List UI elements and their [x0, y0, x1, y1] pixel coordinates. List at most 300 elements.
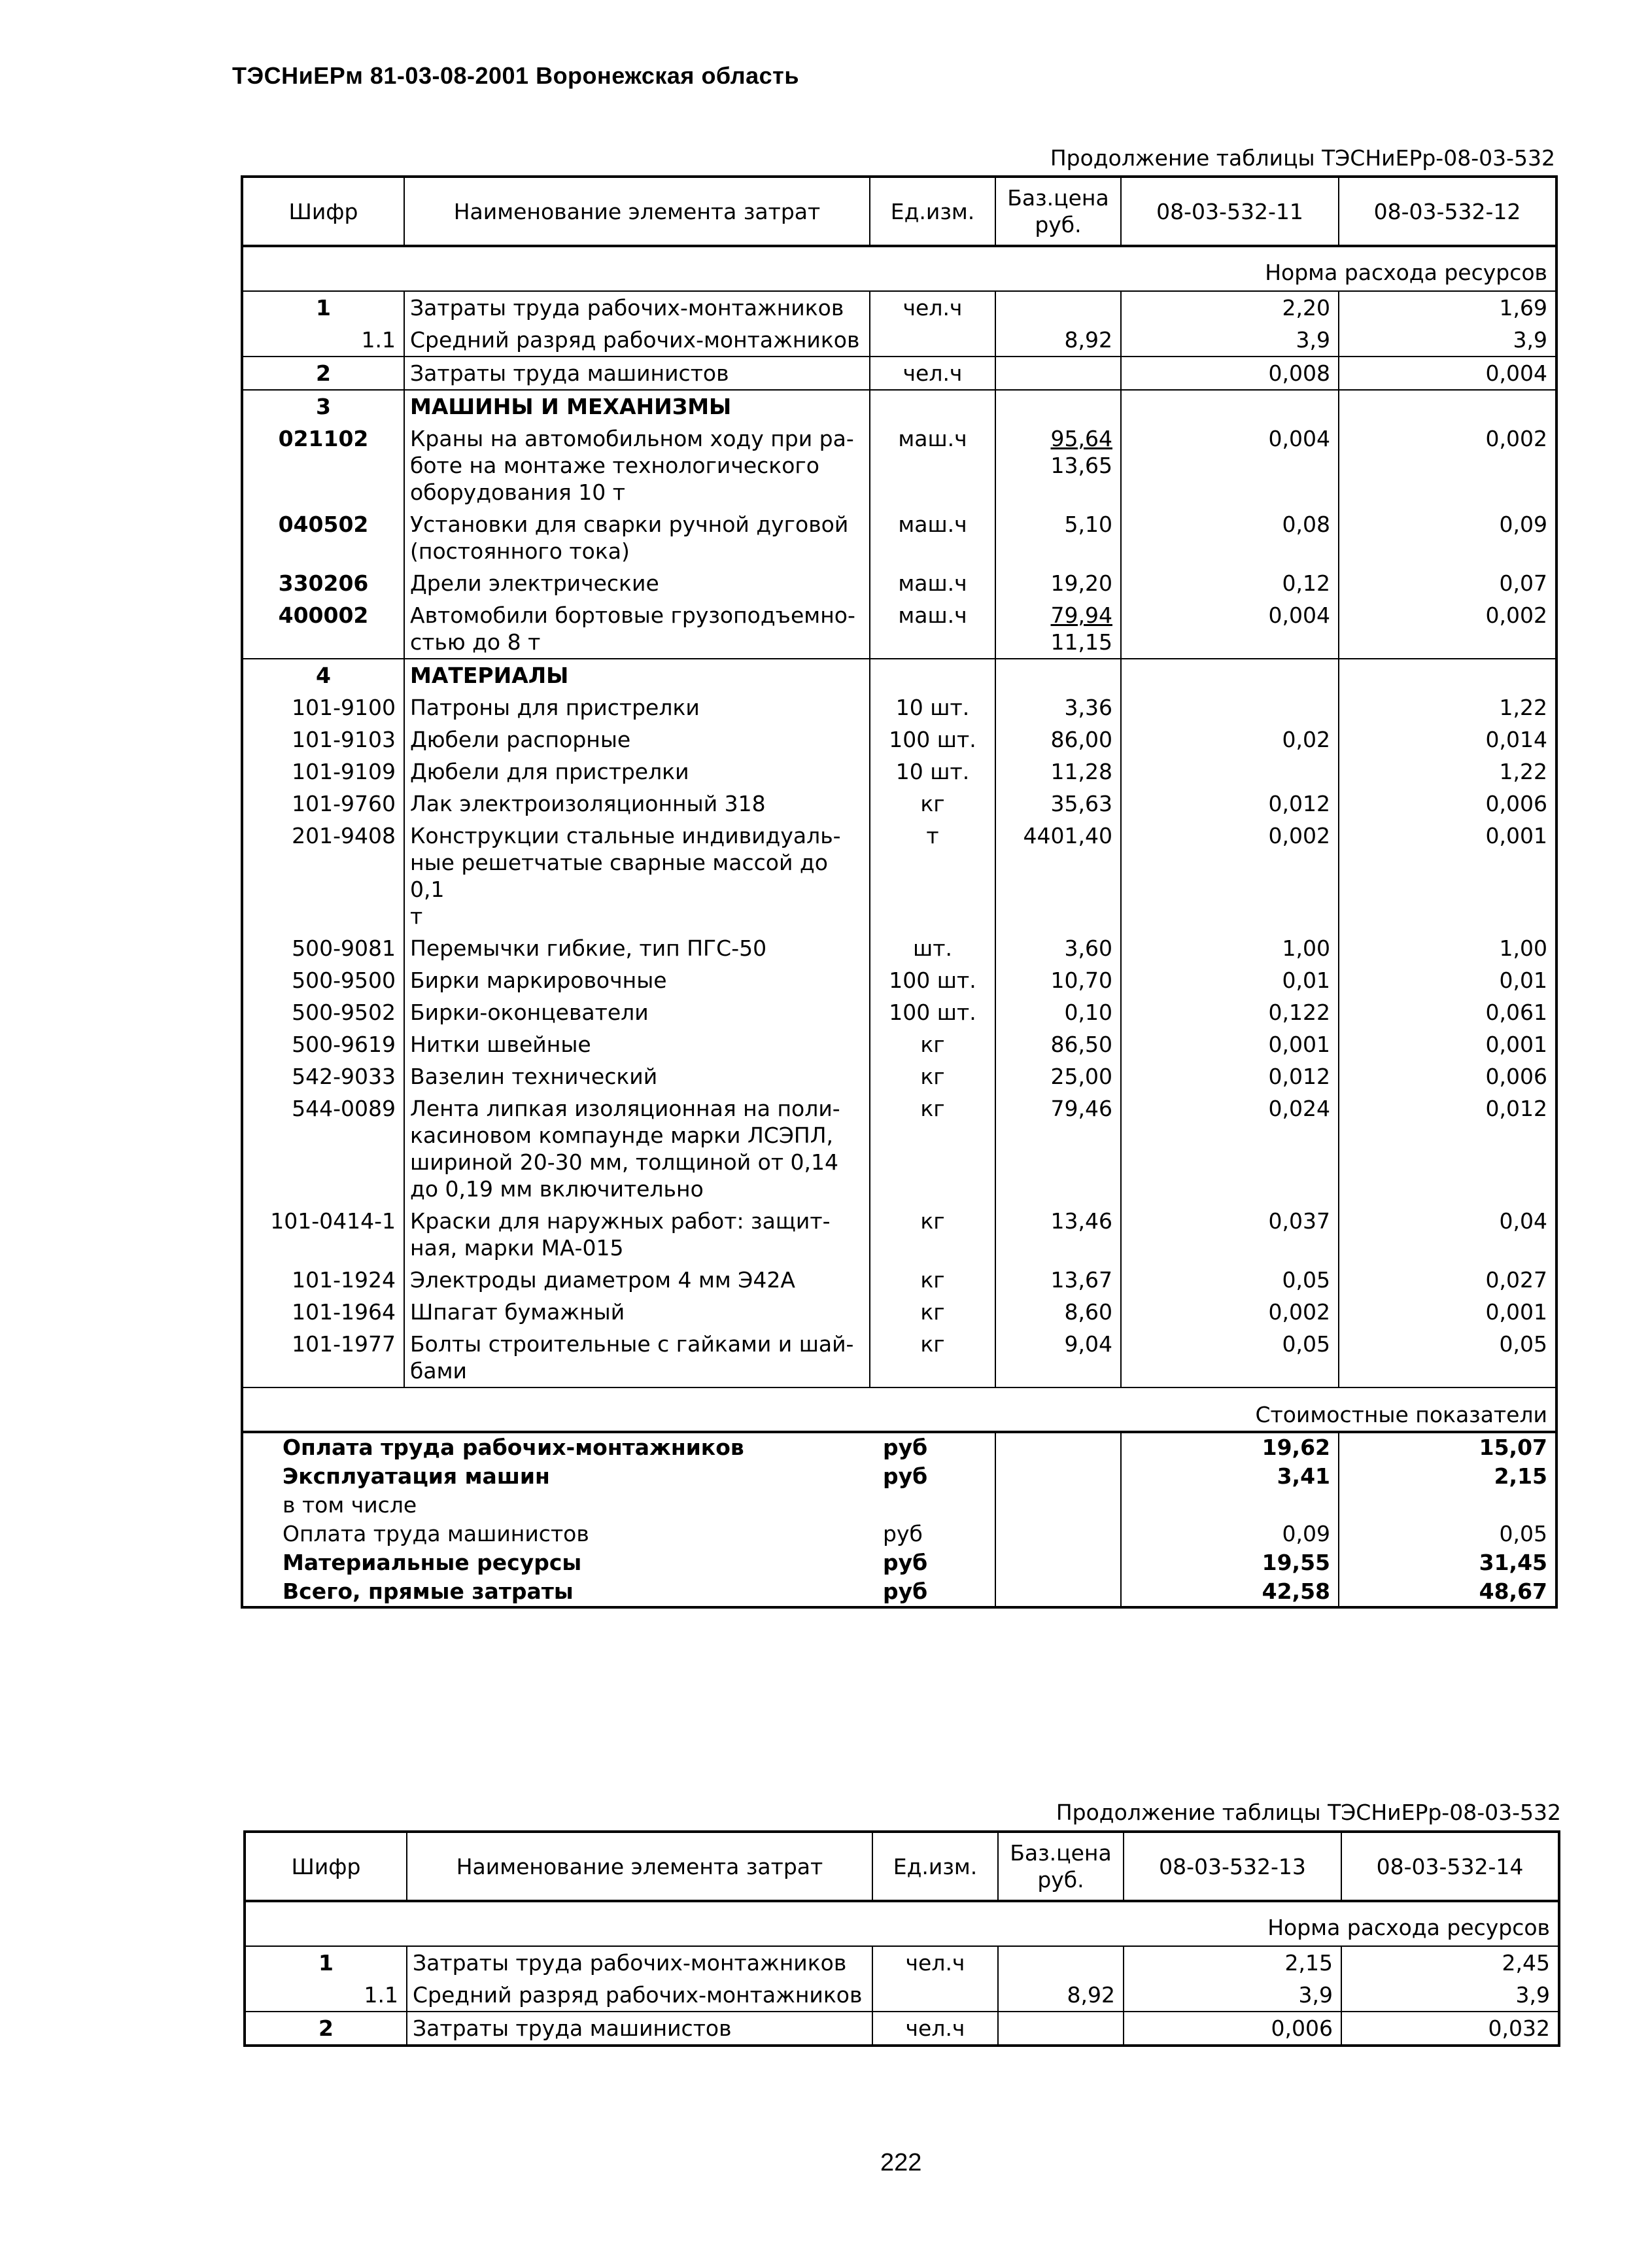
header-price: Баз.цена руб. [995, 177, 1121, 246]
cell-name [404, 1092, 870, 1205]
cost-label: Стоимостные показатели [242, 1387, 1556, 1432]
cell-name-text: Затраты труда машинистов [413, 2015, 732, 2041]
cell-code: 330206 [278, 570, 369, 596]
table-row [242, 1060, 1556, 1092]
cost-value-b: 15,07 [1339, 1432, 1556, 1462]
table-row [242, 1328, 1556, 1387]
cell-value-b: 0,01 [1339, 964, 1556, 996]
cell-value-a: 0,037 [1121, 1205, 1339, 1264]
cost-value-b: 2,15 [1339, 1462, 1556, 1491]
cell-name [404, 932, 870, 964]
table-row [242, 964, 1556, 996]
cell-name [404, 1060, 870, 1092]
cell-value-a: 0,008 [1121, 357, 1339, 390]
cell-name [404, 423, 870, 508]
table-row [242, 508, 1556, 567]
cell-unit: маш.ч [870, 508, 995, 567]
price-value: 25,00 [1050, 1064, 1112, 1089]
table-body [242, 291, 1556, 1387]
table-row [242, 691, 1556, 724]
price-value: 11,28 [1050, 759, 1112, 784]
cell-price [995, 932, 1121, 964]
cell-value-a: 0,02 [1121, 724, 1339, 756]
cell-code: 544-0089 [292, 1096, 396, 1121]
cell-name-text: Автомобили бортовые грузоподъемно- стью до 8 т [410, 602, 855, 655]
cost-empty [995, 1548, 1121, 1577]
cell-value-b: 0,09 [1339, 508, 1556, 567]
cell-value-b: 0,006 [1339, 1060, 1556, 1092]
cell-value-a: 2,20 [1121, 291, 1339, 324]
cell-value-a: 0,122 [1121, 996, 1339, 1028]
cell-value-b: 3,9 [1341, 1979, 1559, 2012]
cell-name [404, 1028, 870, 1060]
cell-value-a: 0,012 [1121, 788, 1339, 820]
cell-value-a [1121, 691, 1339, 724]
cell-name [404, 508, 870, 567]
cell-name [407, 1979, 872, 2012]
cell-price [995, 324, 1121, 357]
cell-name [404, 357, 870, 390]
cell-name-text: Дрели электрические [410, 570, 659, 596]
cell-unit: маш.ч [870, 599, 995, 659]
price-value: 95,64 [1050, 426, 1112, 451]
cell-unit: 100 шт. [870, 964, 995, 996]
cost-empty [995, 1520, 1121, 1548]
cost-label: Эксплуатация машин [283, 1463, 550, 1489]
cell-code: 1.1 [364, 1982, 398, 2008]
price-value-driver: 11,15 [1050, 629, 1112, 655]
cell-code: 101-9760 [292, 791, 396, 816]
cell-value-b: 0,002 [1339, 599, 1556, 659]
cell-unit: кг [870, 788, 995, 820]
cell-price [995, 599, 1121, 659]
cost-value-a [1121, 1491, 1339, 1520]
cell-value-b: 0,006 [1339, 788, 1556, 820]
cell-name-text: Дюбели для пристрелки [410, 759, 689, 784]
cost-empty [995, 1432, 1121, 1462]
cost-value-a: 42,58 [1121, 1577, 1339, 1607]
cell-value-a: 0,006 [1124, 2012, 1341, 2046]
page-number: 222 [880, 2149, 922, 2176]
cell-name [404, 756, 870, 788]
cell-name [404, 324, 870, 357]
cell-name [404, 964, 870, 996]
cell-unit: 10 шт. [870, 691, 995, 724]
cell-value-a: 1,00 [1121, 932, 1339, 964]
cell-value-a: 0,004 [1121, 423, 1339, 508]
table-row [245, 1979, 1559, 2012]
cell-code: 400002 [278, 602, 369, 628]
cell-empty [1121, 659, 1339, 691]
cell-value-a: 0,001 [1121, 1028, 1339, 1060]
cell-value-b: 0,001 [1339, 1296, 1556, 1328]
table-header-row [242, 177, 1556, 246]
cell-unit: кг [870, 1328, 995, 1387]
cell-value-a: 0,01 [1121, 964, 1339, 996]
cell-value-a: 0,12 [1121, 567, 1339, 599]
cell-value-b: 0,002 [1339, 423, 1556, 508]
cost-row [242, 1577, 1556, 1607]
cost-value-b: 31,45 [1339, 1548, 1556, 1577]
cell-unit: кг [870, 1264, 995, 1296]
price-value: 4401,40 [1023, 823, 1112, 848]
cell-name-text: Затраты труда машинистов [410, 360, 729, 386]
cell-code: 040502 [278, 512, 369, 537]
cell-code: 1.1 [361, 327, 396, 353]
cell-code: 3 [242, 390, 404, 423]
header-code: Шифр [245, 1832, 407, 1901]
cell-value-a: 0,08 [1121, 508, 1339, 567]
cell-value-b: 3,9 [1339, 324, 1556, 357]
table-row [242, 820, 1556, 932]
cell-name [404, 1328, 870, 1387]
cell-unit: маш.ч [870, 567, 995, 599]
cell-name [404, 1205, 870, 1264]
cell-price [995, 357, 1121, 390]
cost-empty [995, 1462, 1121, 1491]
cell-value-a [1121, 756, 1339, 788]
cell-name-text: Электроды диаметром 4 мм Э42А [410, 1267, 795, 1293]
cost-unit: руб [883, 1550, 928, 1575]
price-value: 13,67 [1050, 1267, 1112, 1293]
cost-row [242, 1491, 1556, 1520]
cell-name [404, 1264, 870, 1296]
cost-value-b [1339, 1491, 1556, 1520]
cell-empty [995, 390, 1121, 423]
resource-table-1 [241, 175, 1558, 1609]
cell-value-b: 0,001 [1339, 820, 1556, 932]
cell-name [407, 1946, 872, 1979]
cell-price [995, 508, 1121, 567]
cell-name [404, 291, 870, 324]
header-col-a: 08-03-532-13 [1124, 1832, 1341, 1901]
price-value: 35,63 [1050, 791, 1112, 816]
cell-name-text: Средний разряд рабочих-монтажников [413, 1982, 863, 2008]
cell-name [404, 390, 870, 423]
cell-value-b: 0,05 [1339, 1328, 1556, 1387]
price-value-driver: 13,65 [1050, 453, 1112, 478]
cell-name [404, 691, 870, 724]
price-value: 3,36 [1064, 695, 1112, 720]
cell-value-b: 1,22 [1339, 756, 1556, 788]
cost-unit: руб [883, 1579, 928, 1604]
cell-code: 101-9109 [292, 759, 396, 784]
cost-row [242, 1432, 1556, 1462]
cell-price [998, 1946, 1124, 1979]
table-row [242, 724, 1556, 756]
cost-value-a: 0,09 [1121, 1520, 1339, 1548]
cell-unit [872, 1979, 998, 2012]
cell-price [995, 756, 1121, 788]
cell-value-a: 0,002 [1121, 820, 1339, 932]
cell-name-text: Патроны для пристрелки [410, 695, 700, 720]
cell-value-a: 0,05 [1121, 1328, 1339, 1387]
cell-unit: маш.ч [870, 423, 995, 508]
resource-table-2 [243, 1830, 1560, 2047]
cell-name-text: Затраты труда рабочих-монтажников [413, 1950, 847, 1976]
cost-empty [995, 1491, 1121, 1520]
page-header: ТЭСНиЕРм 81-03-08-2001 Воронежская область [232, 62, 799, 89]
header-unit: Ед.изм. [872, 1832, 998, 1901]
cell-unit: шт. [870, 932, 995, 964]
cell-unit: кг [870, 1205, 995, 1264]
cell-name [404, 1296, 870, 1328]
table-row [242, 1092, 1556, 1205]
cell-name [404, 567, 870, 599]
cost-label: Оплата труда машинистов [283, 1521, 589, 1546]
cell-name [404, 599, 870, 659]
cell-price [995, 996, 1121, 1028]
cell-empty [1339, 659, 1556, 691]
cell-value-b: 0,07 [1339, 567, 1556, 599]
table-row [242, 324, 1556, 357]
table-row [242, 788, 1556, 820]
table-row [242, 932, 1556, 964]
header-name: Наименование элемента затрат [407, 1832, 872, 1901]
cell-name-text: Бирки-оконцеватели [410, 1000, 649, 1025]
cell-name-text: Краски для наружных работ: защит- ная, марки МА-015 [410, 1208, 831, 1261]
cell-unit: чел.ч [870, 291, 995, 324]
table-row [242, 423, 1556, 508]
cell-unit: кг [870, 1060, 995, 1092]
cell-value-a: 0,024 [1121, 1092, 1339, 1205]
cell-code: 101-0414-1 [270, 1208, 396, 1234]
cell-price [995, 1205, 1121, 1264]
cost-value-b: 0,05 [1339, 1520, 1556, 1548]
header-col-b: 08-03-532-12 [1339, 177, 1556, 246]
cell-value-b: 2,45 [1341, 1946, 1559, 1979]
table-row [242, 1028, 1556, 1060]
cell-name-text: Дюбели распорные [410, 727, 631, 752]
cell-value-b: 1,69 [1339, 291, 1556, 324]
cell-price [995, 1264, 1121, 1296]
table-row [242, 599, 1556, 659]
cell-name-text: Краны на автомобильном ходу при ра- боте на монтаже технологического оборудования 10 т [410, 426, 854, 505]
cell-value-b: 0,012 [1339, 1092, 1556, 1205]
cell-value-b: 0,014 [1339, 724, 1556, 756]
cell-price [995, 567, 1121, 599]
cell-empty [870, 659, 995, 691]
price-value: 86,50 [1050, 1032, 1112, 1057]
cell-price [995, 691, 1121, 724]
cell-value-b: 0,032 [1341, 2012, 1559, 2046]
cell-code: 021102 [278, 426, 369, 451]
cost-value-a: 19,55 [1121, 1548, 1339, 1577]
cell-name-text: Перемычки гибкие, тип ПГС-50 [410, 935, 767, 961]
cell-empty [995, 659, 1121, 691]
cell-name-text: Лента липкая изоляционная на поли- касиновом компаунде марки ЛСЭПЛ, шириной 20-30 мм, толщиной от 0,14 до 0,19 мм включительно [410, 1096, 840, 1202]
cell-name-text: Нитки швейные [410, 1032, 591, 1057]
cell-value-a: 0,05 [1121, 1264, 1339, 1296]
cell-value-b: 0,061 [1339, 996, 1556, 1028]
cell-value-a: 2,15 [1124, 1946, 1341, 1979]
cost-unit: руб [870, 1432, 995, 1462]
table-row [242, 291, 1556, 324]
cell-value-b: 0,04 [1339, 1205, 1556, 1264]
cell-price [998, 1979, 1124, 2012]
cell-code: 1 [318, 1950, 334, 1976]
cell-unit: 100 шт. [870, 996, 995, 1028]
cell-unit: 10 шт. [870, 756, 995, 788]
table-body [245, 1946, 1559, 2046]
price-value: 19,20 [1050, 570, 1112, 596]
cell-code: 542-9033 [292, 1064, 396, 1089]
cost-body [242, 1432, 1556, 1607]
cell-code: 2 [245, 2012, 407, 2046]
cell-code: 500-9081 [292, 935, 396, 961]
price-value: 8,92 [1064, 327, 1112, 353]
cell-name-text: Бирки маркировочные [410, 968, 667, 993]
cell-value-b: 1,00 [1339, 932, 1556, 964]
cell-name-text: Вазелин технический [410, 1064, 658, 1089]
cell-unit: чел.ч [872, 1946, 998, 1979]
cell-name-text: МАТЕРИАЛЫ [410, 663, 569, 688]
cell-name-text: Средний разряд рабочих-монтажников [410, 327, 860, 353]
cell-code: 2 [242, 357, 404, 390]
header-col-b: 08-03-532-14 [1341, 1832, 1559, 1901]
cost-caption-row [242, 1387, 1556, 1432]
norm-label-row [245, 1901, 1559, 1946]
table-row [245, 1946, 1559, 1979]
cell-name [404, 788, 870, 820]
header-name: Наименование элемента затрат [404, 177, 870, 246]
cell-price [995, 1092, 1121, 1205]
cell-code: 101-1964 [292, 1299, 396, 1325]
cell-value-a: 0,004 [1121, 599, 1339, 659]
table-row [242, 1296, 1556, 1328]
cell-name-text: Болты строительные с гайками и шай- бами [410, 1331, 854, 1384]
cost-unit: руб [883, 1463, 928, 1489]
table-caption: Продолжение таблицы ТЭСНиЕРр-08-03-532 [1050, 145, 1555, 171]
cell-unit: чел.ч [870, 357, 995, 390]
cell-name [404, 996, 870, 1028]
cell-code: 1 [316, 295, 331, 321]
cost-value-a: 3,41 [1121, 1462, 1339, 1491]
cell-name-text: Конструкции стальные индивидуаль- ные решетчатые сварные массой до 0,1 т [410, 823, 841, 929]
cost-unit [870, 1491, 995, 1520]
price-value: 79,94 [1050, 602, 1112, 628]
cell-value-a: 0,002 [1121, 1296, 1339, 1328]
table-row [242, 567, 1556, 599]
cell-name [407, 2012, 872, 2046]
cell-price [998, 2012, 1124, 2046]
cell-value-b: 0,027 [1339, 1264, 1556, 1296]
cell-code: 500-9502 [292, 1000, 396, 1025]
cell-value-b: 0,001 [1339, 1028, 1556, 1060]
cell-value-b: 0,004 [1339, 357, 1556, 390]
cell-name-text: Установки для сварки ручной дуговой (постоянного тока) [410, 512, 849, 564]
cell-code: 101-9103 [292, 727, 396, 752]
cell-code: 500-9619 [292, 1032, 396, 1057]
cell-name [404, 820, 870, 932]
table-row [242, 1205, 1556, 1264]
cell-price [995, 1028, 1121, 1060]
cell-unit: кг [870, 1092, 995, 1205]
norm-label-row [242, 246, 1556, 291]
cell-name-text: Шпагат бумажный [410, 1299, 625, 1325]
table-row [242, 1264, 1556, 1296]
cell-name [404, 659, 870, 691]
cell-unit: чел.ч [872, 2012, 998, 2046]
cell-price [995, 1060, 1121, 1092]
header-col-a: 08-03-532-11 [1121, 177, 1339, 246]
table-row [242, 756, 1556, 788]
price-value: 13,46 [1050, 1208, 1112, 1234]
cell-price [995, 1296, 1121, 1328]
table-caption-2: Продолжение таблицы ТЭСНиЕРр-08-03-532 [1056, 1800, 1561, 1825]
price-value: 8,92 [1067, 1982, 1115, 2008]
cost-row [242, 1462, 1556, 1491]
cell-unit [870, 324, 995, 357]
cost-row [242, 1548, 1556, 1577]
cell-empty [870, 390, 995, 423]
cell-code: 4 [242, 659, 404, 691]
cell-unit: 100 шт. [870, 724, 995, 756]
cost-unit: руб [883, 1521, 923, 1546]
cell-price [995, 964, 1121, 996]
price-value: 8,60 [1064, 1299, 1112, 1325]
cost-label: в том числе [283, 1492, 417, 1518]
cell-code: 101-9100 [292, 695, 396, 720]
table-row [245, 2012, 1559, 2046]
cell-price [995, 291, 1121, 324]
table-row [242, 659, 1556, 691]
price-value: 79,46 [1050, 1096, 1112, 1121]
table-header-row [245, 1832, 1559, 1901]
price-value: 5,10 [1064, 512, 1112, 537]
cost-row [242, 1520, 1556, 1548]
norm-label: Норма расхода ресурсов [245, 1901, 1559, 1946]
cell-name-text: Затраты труда рабочих-монтажников [410, 295, 844, 321]
price-value: 86,00 [1050, 727, 1112, 752]
cell-price [995, 820, 1121, 932]
cell-unit: кг [870, 1296, 995, 1328]
cost-label: Материальные ресурсы [283, 1550, 582, 1575]
cell-code: 101-1924 [292, 1267, 396, 1293]
cell-price [995, 423, 1121, 508]
cost-empty [995, 1577, 1121, 1607]
table-row [242, 390, 1556, 423]
cell-value-a: 0,012 [1121, 1060, 1339, 1092]
cell-unit: т [870, 820, 995, 932]
cell-code: 500-9500 [292, 968, 396, 993]
price-value: 9,04 [1064, 1331, 1112, 1357]
price-value: 0,10 [1064, 1000, 1112, 1025]
table-row [242, 357, 1556, 390]
cell-name-text: МАШИНЫ И МЕХАНИЗМЫ [410, 394, 732, 419]
norm-label: Норма расхода ресурсов [242, 246, 1556, 291]
cell-empty [1121, 390, 1339, 423]
cell-price [995, 724, 1121, 756]
cost-label: Оплата труда рабочих-монтажников [242, 1432, 870, 1462]
cost-value-b: 48,67 [1339, 1577, 1556, 1607]
price-value: 10,70 [1050, 968, 1112, 993]
cost-value-a: 19,62 [1121, 1432, 1339, 1462]
cell-code: 101-1977 [292, 1331, 396, 1357]
cell-empty [1339, 390, 1556, 423]
price-value: 3,60 [1064, 935, 1112, 961]
header-price: Баз.цена руб. [998, 1832, 1124, 1901]
cost-label: Всего, прямые затраты [283, 1579, 574, 1604]
cell-code: 201-9408 [292, 823, 396, 848]
cell-unit: кг [870, 1028, 995, 1060]
cell-value-b: 1,22 [1339, 691, 1556, 724]
cell-name-text: Лак электроизоляционный 318 [410, 791, 766, 816]
cell-price [995, 788, 1121, 820]
table-row [242, 996, 1556, 1028]
header-unit: Ед.изм. [870, 177, 995, 246]
cell-value-a: 3,9 [1121, 324, 1339, 357]
